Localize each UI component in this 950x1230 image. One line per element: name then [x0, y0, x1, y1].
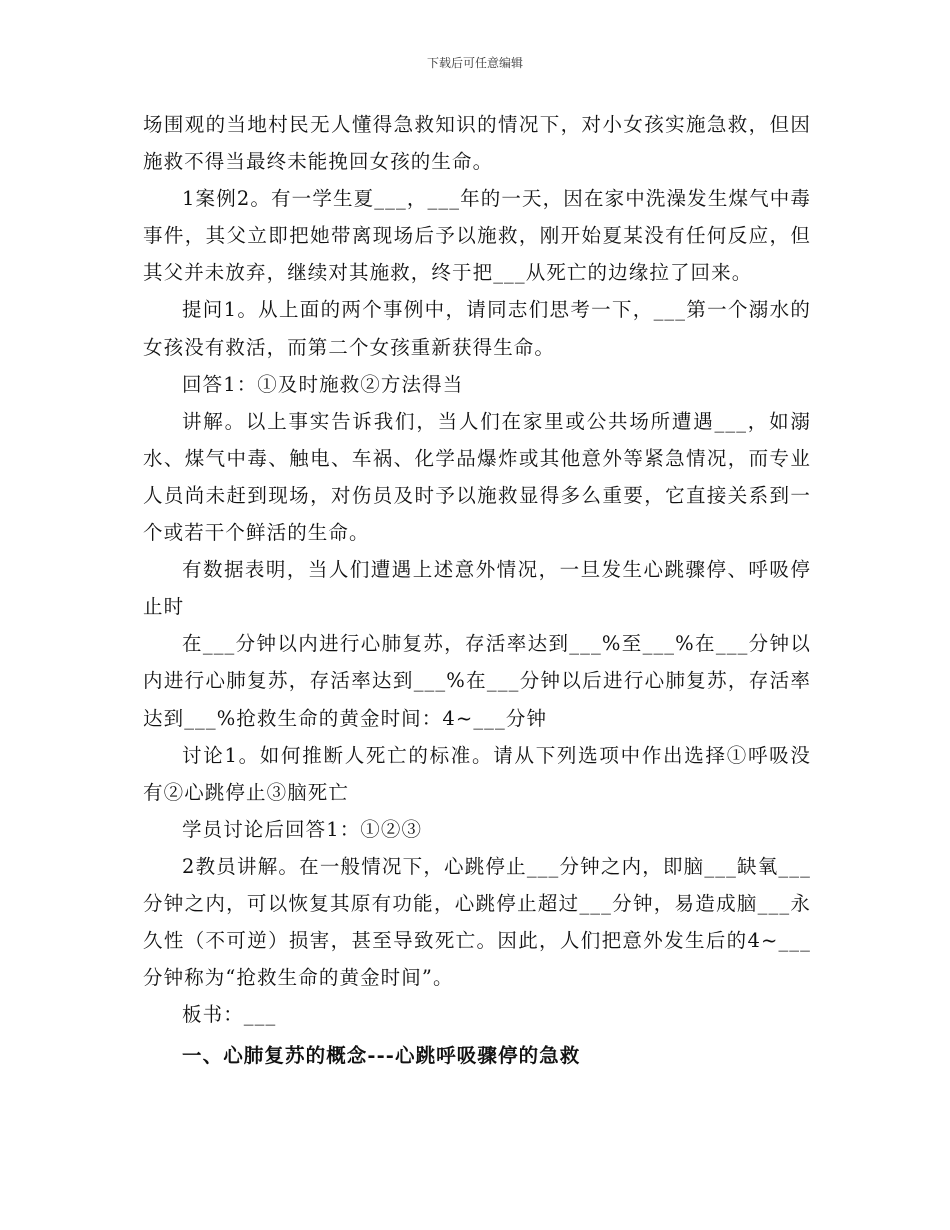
paragraph-question-1: 提问1。从上面的两个事例中，请同志们思考一下，___第一个溺水的女孩没有救活，而第二个女孩重新获得生命。	[143, 298, 811, 359]
paragraph-answer-1: 回答1：①及时施救②方法得当	[182, 372, 464, 396]
paragraph-survival-rates: 在___分钟以内进行心肺复苏，存活率达到___%至___%在___分钟以内进行心肺复苏，存活率达到___%在___分钟以后进行心肺复苏，存活率达到___%抢救生命的黄金时间：4~___分钟	[143, 632, 811, 730]
paragraph-teacher-explanation: 2教员讲解。在一般情况下，心跳停止___分钟之内，即脑___缺氧___分钟之内，可以恢复其原有功能，心跳停止超过___分钟，易造成脑___永久性（不可逆）损害，甚至导致死亡。因此，人们把意外发生后的4~___分钟称为“抢救生命的黄金时间”。	[143, 854, 811, 990]
paragraph-discussion-1: 讨论1。如何推断人死亡的标准。请从下列选项中作出选择①呼吸没有②心跳停止③脑死亡	[143, 743, 811, 804]
document-body	[143, 106, 811, 1074]
paragraph-case-2: 1案例2。有一学生夏___，___年的一天，因在家中洗澡发生煤气中毒事件，其父立即把她带离现场后予以施救，刚开始夏某没有任何反应，但其父并未放弃，继续对其施救，终于把___从死亡的边缘拉了回来。	[143, 187, 811, 285]
paragraph-explanation: 讲解。以上事实告诉我们，当人们在家里或公共场所遭遇___，如溺水、煤气中毒、触电、车祸、化学品爆炸或其他意外等紧急情况，而专业人员尚未赶到现场，对伤员及时予以施救显得多么重要，它直接关系到一个或若干个鲜活的生命。	[143, 409, 811, 545]
paragraph-student-answer: 学员讨论后回答1：①②③	[182, 817, 423, 841]
page-header: 下载后可任意编辑	[426, 56, 523, 70]
paragraph-blackboard: 板书：___	[182, 1003, 277, 1027]
paragraph-data-intro: 有数据表明，当人们遭遇上述意外情况，一旦发生心跳骤停、呼吸停止时	[143, 558, 811, 619]
paragraph-continuation: 场围观的当地村民无人懂得急救知识的情况下，对小女孩实施急救，但因施救不得当最终未能挽回女孩的生命。	[143, 113, 811, 174]
section-heading: 一、心肺复苏的概念---心跳呼吸骤停的急救	[182, 1044, 581, 1068]
